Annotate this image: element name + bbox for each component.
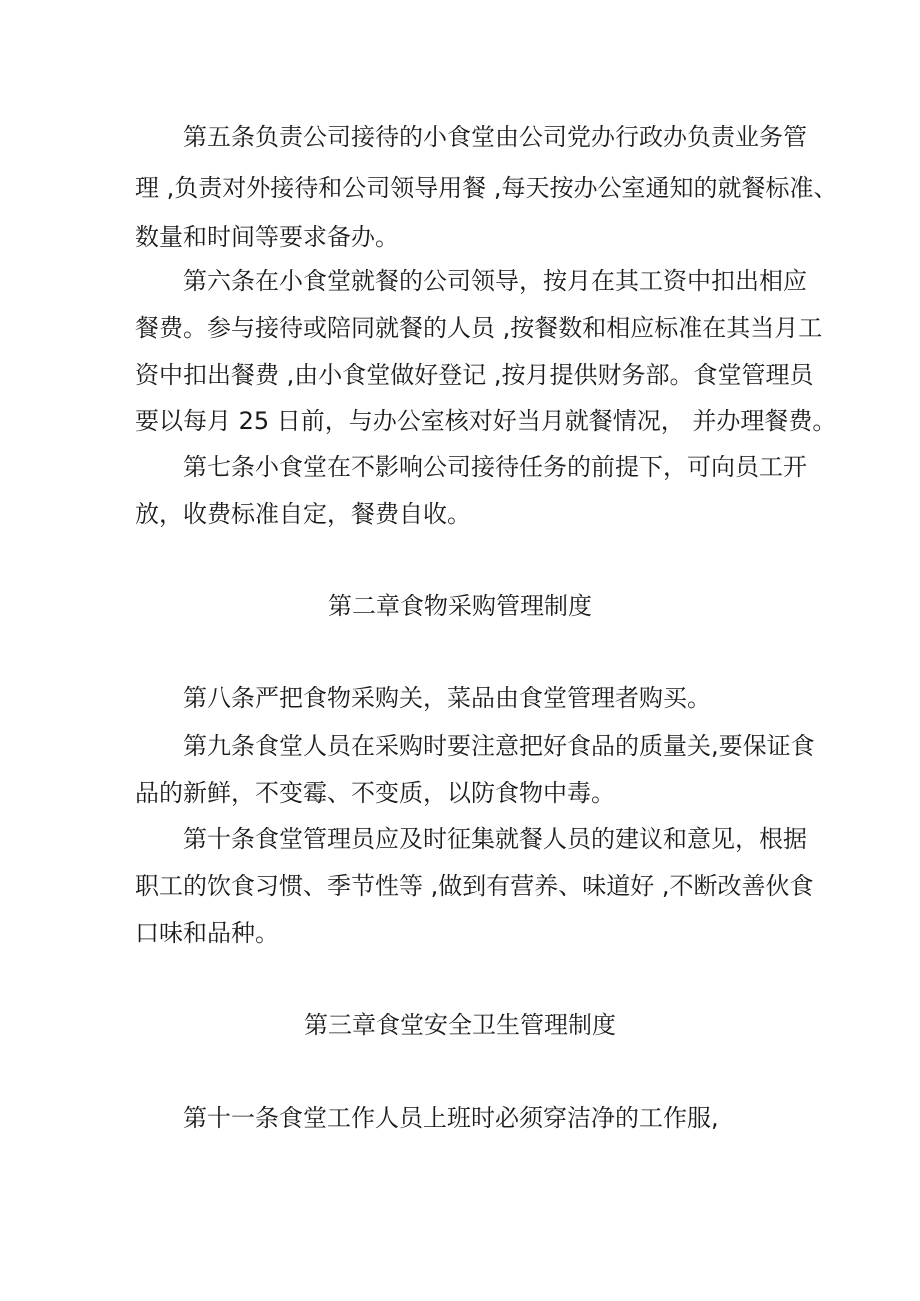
article-7-line-1: 第七条小食堂在不影响公司接待任务的前提下，可向员工开 [183, 453, 807, 481]
article-10-line-1: 第十条食堂管理员应及时征集就餐人员的建议和意见，根据 [183, 825, 807, 853]
chapter-2-heading: 第二章食物采购管理制度 [328, 592, 592, 620]
chapter-3-heading: 第三章食堂安全卫生管理制度 [304, 1011, 616, 1039]
article-5-line-2: 理 ,负责对外接待和公司领导用餐 ,每天按办公室通知的就餐标准、 [135, 174, 838, 202]
article-10-line-3: 口味和品种。 [135, 919, 279, 947]
article-6-line-4: 要以每月 25 日前，与办公室核对好当月就餐情况， 并办理餐费。 [135, 407, 837, 435]
article-6-line-3: 资中扣出餐费 ,由小食堂做好登记 ,按月提供财务部。食堂管理员 [135, 361, 814, 389]
article-5-line-1: 第五条负责公司接待的小食堂由公司党办行政办负责业务管 [183, 123, 807, 151]
article-6-line-1: 第六条在小食堂就餐的公司领导，按月在其工资中扣出相应 [183, 267, 807, 295]
article-9-line-1: 第九条食堂人员在采购时要注意把好食品的质量关,要保证食 [183, 732, 815, 760]
article-10-line-2: 职工的饮食习惯、季节性等 ,做到有营养、味道好 ,不断改善伙食 [135, 872, 814, 900]
article-5-line-3: 数量和时间等要求备办。 [135, 223, 399, 251]
article-8-line-1: 第八条严把食物采购关，菜品由食堂管理者购买。 [183, 684, 711, 712]
article-9-line-2: 品的新鲜，不变霉、不变质，以防食物中毒。 [135, 779, 615, 807]
article-6-line-2: 餐费。参与接待或陪同就餐的人员 ,按餐数和相应标准在其当月工 [135, 314, 823, 342]
article-11-line-1: 第十一条食堂工作人员上班时必须穿洁净的工作服, [183, 1104, 719, 1132]
article-7-line-2: 放，收费标准自定，餐费自收。 [135, 500, 471, 528]
